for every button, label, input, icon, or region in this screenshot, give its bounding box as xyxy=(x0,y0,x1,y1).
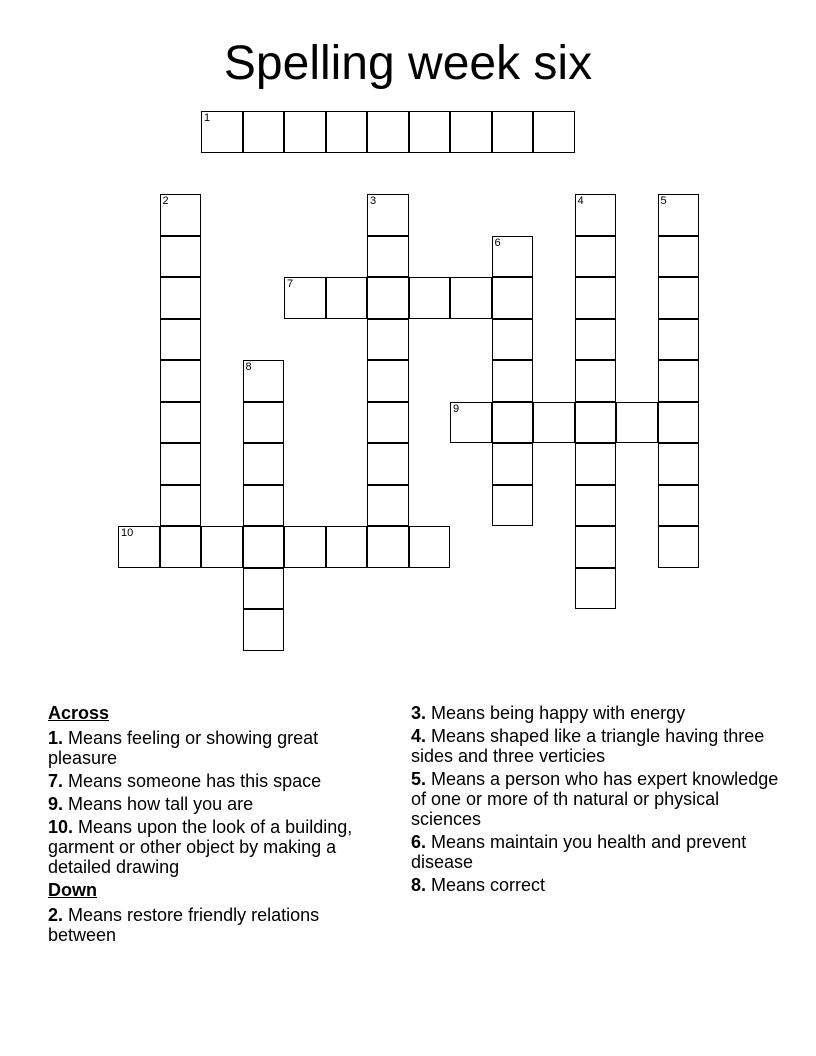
grid-cell[interactable] xyxy=(367,277,409,319)
grid-cell[interactable] xyxy=(658,402,700,444)
grid-cell[interactable] xyxy=(658,443,700,485)
grid-cell[interactable] xyxy=(160,485,202,527)
clue-number: 4. xyxy=(411,726,427,746)
clue-number: 10. xyxy=(48,817,74,837)
clue-text: Means correct xyxy=(426,875,546,895)
grid-cell[interactable] xyxy=(575,319,617,361)
down-heading: Down xyxy=(48,880,97,900)
clue-text: Means upon the look of a building, garment or other object by making a detailed drawing xyxy=(48,817,353,877)
grid-cell[interactable] xyxy=(575,568,617,610)
down-clue-list-continued xyxy=(411,703,781,895)
grid-cell[interactable] xyxy=(492,402,534,444)
grid-cell[interactable] xyxy=(575,360,617,402)
grid-cell[interactable] xyxy=(326,111,368,153)
clue-text: Means someone has this space xyxy=(63,771,322,791)
clue-text: Means being happy with energy xyxy=(426,703,686,723)
grid-cell[interactable] xyxy=(160,402,202,444)
clue-item xyxy=(411,769,781,829)
clue-number: 9. xyxy=(48,794,64,814)
clue-number: 4 xyxy=(577,195,584,207)
grid-cell[interactable] xyxy=(492,277,534,319)
clues-column-left xyxy=(48,703,388,948)
grid-cell[interactable] xyxy=(118,526,160,568)
clue-number: 6. xyxy=(411,832,427,852)
grid-cell[interactable] xyxy=(575,526,617,568)
grid-cell[interactable] xyxy=(575,277,617,319)
clue-number: 10 xyxy=(121,527,134,539)
page-title: Spelling week six xyxy=(223,37,593,90)
clue-item xyxy=(411,875,781,895)
grid-cell[interactable] xyxy=(658,360,700,402)
clue-item xyxy=(48,771,388,791)
grid-cell[interactable] xyxy=(367,194,409,236)
grid-cell[interactable] xyxy=(243,111,285,153)
grid-cell[interactable] xyxy=(243,609,285,651)
grid-cell[interactable] xyxy=(367,526,409,568)
clue-number: 1. xyxy=(48,728,64,748)
grid-cell[interactable] xyxy=(658,236,700,278)
grid-cell[interactable] xyxy=(492,319,534,361)
clue-number: 3. xyxy=(411,703,427,723)
clue-number: 2 xyxy=(162,195,169,207)
grid-cell[interactable] xyxy=(616,402,658,444)
clue-item xyxy=(48,728,388,768)
clue-item xyxy=(48,905,388,945)
down-clue-list xyxy=(48,905,388,945)
grid-cell[interactable] xyxy=(284,277,326,319)
grid-cell[interactable] xyxy=(575,194,617,236)
clue-text: Means shaped like a triangle having three sides and three verticies xyxy=(411,726,765,766)
clue-number: 8. xyxy=(411,875,427,895)
grid-cell[interactable] xyxy=(367,111,409,153)
grid-cell[interactable] xyxy=(658,194,700,236)
grid-cell[interactable] xyxy=(450,111,492,153)
grid-cell[interactable] xyxy=(367,360,409,402)
clue-number: 2. xyxy=(48,905,64,925)
grid-cell[interactable] xyxy=(243,568,285,610)
clue-number: 3 xyxy=(370,195,377,207)
grid-cell[interactable] xyxy=(450,277,492,319)
grid-cell[interactable] xyxy=(575,443,617,485)
grid-cell[interactable] xyxy=(284,111,326,153)
grid-cell[interactable] xyxy=(409,526,451,568)
clue-text: Means a person who has expert knowledge of one or more of th natural or physical sciences xyxy=(411,769,779,829)
grid-cell[interactable] xyxy=(367,485,409,527)
clue-text: Means how tall you are xyxy=(63,794,254,814)
clue-number: 7. xyxy=(48,771,64,791)
clue-number: 1 xyxy=(204,112,211,124)
clue-item xyxy=(48,817,388,877)
across-heading: Across xyxy=(48,703,110,723)
clues-column-right xyxy=(411,703,781,898)
grid-cell[interactable] xyxy=(658,526,700,568)
clue-item xyxy=(411,703,781,723)
clue-number: 8 xyxy=(245,361,252,373)
grid-cell[interactable] xyxy=(326,526,368,568)
clue-number: 7 xyxy=(287,278,294,290)
grid-cell[interactable] xyxy=(160,236,202,278)
grid-cell[interactable] xyxy=(409,277,451,319)
grid-cell[interactable] xyxy=(492,360,534,402)
clue-number: 5. xyxy=(411,769,427,789)
grid-cell[interactable] xyxy=(492,443,534,485)
grid-cell[interactable] xyxy=(367,443,409,485)
grid-cell[interactable] xyxy=(367,319,409,361)
grid-cell[interactable] xyxy=(160,194,202,236)
clue-item xyxy=(411,726,781,766)
grid-cell[interactable] xyxy=(160,443,202,485)
clue-number: 5 xyxy=(660,195,667,207)
grid-cell[interactable] xyxy=(201,526,243,568)
clue-number: 9 xyxy=(453,402,460,415)
grid-cell[interactable] xyxy=(367,236,409,278)
clue-text: Means feeling or showing great pleasure xyxy=(48,728,319,768)
grid-cell[interactable] xyxy=(575,236,617,278)
grid-cell[interactable] xyxy=(243,485,285,527)
grid-cell[interactable] xyxy=(243,443,285,485)
clue-text: Means restore friendly relations between xyxy=(48,905,320,945)
grid-cell[interactable] xyxy=(409,111,451,153)
grid-cell[interactable] xyxy=(575,485,617,527)
grid-cell[interactable] xyxy=(492,111,534,153)
grid-cell[interactable] xyxy=(243,360,285,402)
grid-cell[interactable] xyxy=(367,402,409,444)
grid-cell[interactable] xyxy=(160,526,202,568)
grid-cell[interactable] xyxy=(450,402,492,444)
grid-cell[interactable] xyxy=(326,277,368,319)
grid-cell[interactable] xyxy=(492,485,534,527)
grid-cell[interactable] xyxy=(658,485,700,527)
clue-item xyxy=(411,832,781,872)
grid-cell[interactable] xyxy=(658,319,700,361)
grid-cell[interactable] xyxy=(160,319,202,361)
grid-cell[interactable] xyxy=(160,277,202,319)
grid-cell[interactable] xyxy=(201,111,243,153)
grid-cell[interactable] xyxy=(284,526,326,568)
clue-number: 6 xyxy=(494,236,501,249)
grid-cell[interactable] xyxy=(492,236,534,278)
clue-item xyxy=(48,794,388,814)
grid-cell[interactable] xyxy=(243,402,285,444)
grid-cell[interactable] xyxy=(575,402,617,444)
grid-cell[interactable] xyxy=(243,526,285,568)
grid-cell[interactable] xyxy=(658,277,700,319)
across-clue-list xyxy=(48,728,388,877)
grid-cell[interactable] xyxy=(533,111,575,153)
grid-cell[interactable] xyxy=(160,360,202,402)
grid-cell[interactable] xyxy=(533,402,575,444)
clue-text: Means maintain you health and prevent disease xyxy=(411,832,747,872)
